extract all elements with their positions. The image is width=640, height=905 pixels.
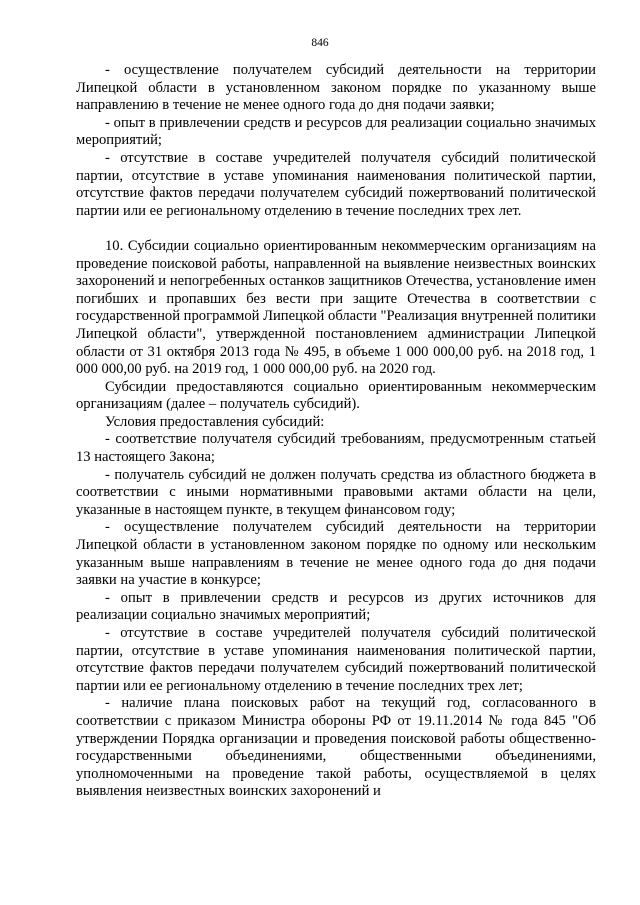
document-body: [76, 62, 596, 801]
page-number: 846: [311, 37, 329, 49]
paragraph-10: - опыт в привлечении средств и ресурсов из других источников для реализации социально значимых мероприятий;: [76, 589, 596, 624]
paragraph-6: Условия предоставления субсидий:: [105, 413, 325, 430]
paragraph-3: - отсутствие в составе учредителей получателя субсидий политической партии, отсутствие в уставе упоминания наименования политической партии, отсутствие фактов передачи получателем субсидий пожертвований политической партии или ее региональному отделению в течение последних трех лет.: [76, 149, 596, 219]
paragraph-9: - осуществление получателем субсидий деятельности на территории Липецкой области в установленном законом порядке по одному или нескольким указанным выше направлениям в течение не менее одного года до дня подачи заявки на участие в конкурсе;: [76, 519, 596, 589]
paragraph-5: Субсидии предоставляются социально ориентированным некоммерческим организациям (далее – получатель субсидий).: [76, 378, 596, 413]
paragraph-1: - осуществление получателем субсидий деятельности на территории Липецкой области в установленном законом порядке по указанному выше направлению в течение не менее одного года до дня подачи заявки;: [76, 62, 596, 114]
paragraph-2: - опыт в привлечении средств и ресурсов для реализации социально значимых мероприятий;: [76, 114, 596, 149]
paragraph-11: - отсутствие в составе учредителей получателя субсидий политической партии, отсутствие в уставе упоминания наименования политической партии, отсутствие фактов передачи получателем субсидий пожертвований политической партии или ее региональному отделению в течение последних трех лет;: [76, 625, 596, 694]
paragraph-7: - соответствие получателя субсидий требованиям, предусмотренным статьей 13 настоящего Закона;: [76, 431, 596, 466]
paragraph-4: 10. Субсидии социально ориентированным некоммерческим организациям на проведение поисковой работы, направленной на выявление неизвестных воинских захоронений и непогребенных останков защитников Отечества, установление имен погибших и пропавших без вести при защите Отечества в соответствии с государственной программой Липецкой области "Реализация внутренней политики Липецкой области", утвержденной постановлением администрации Липецкой области от 31 октября 2013 года № 495, в объеме 1 000 000,00 руб. на 2018 год, 1 000 000,00 руб. на 2019 год, 1 000 000,00 руб. на 2020 год.: [76, 237, 596, 378]
paragraph-8: - получатель субсидий не должен получать средства из областного бюджета в соответствии с иными нормативными правовыми актами области на цели, указанные в настоящем пункте, в текущем финансовом году;: [76, 466, 596, 518]
paragraph-12: - наличие плана поисковых работ на текущий год, согласованного в соответствии с приказом Министра обороны РФ от 19.11.2014 № года 845 "Об утверждении Порядка организации и проведения поисковой работы общественно-государственными объединениями, общественными объединениями, уполномоченными на проведение такой работы, осуществляемой в целях выявления неизвестных воинских захоронений и: [76, 695, 596, 800]
